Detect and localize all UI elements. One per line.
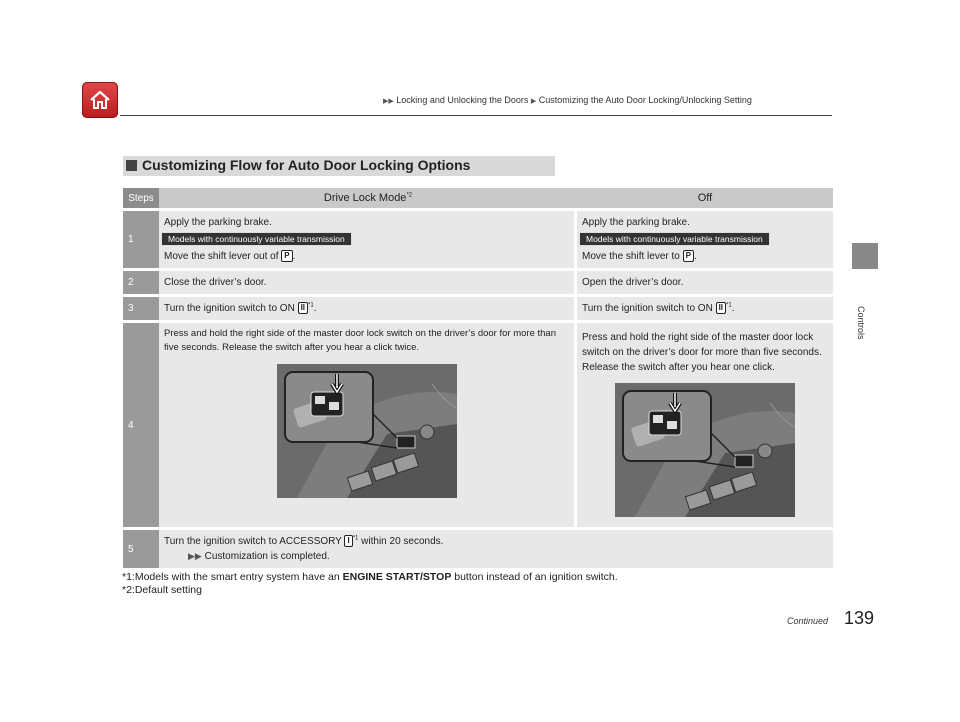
model-badge: Models with continuously variable transmission: [579, 232, 770, 246]
door-lock-switch-illustration: [277, 364, 457, 498]
section-heading: [123, 156, 555, 176]
step-result: ▶▶ Customization is completed.: [188, 551, 330, 562]
step-text: Apply the parking brake.: [582, 217, 690, 228]
park-key-icon: P: [683, 250, 694, 262]
on-position-key-icon: II: [298, 302, 308, 314]
model-badge: Models with continuously variable transmission: [161, 232, 352, 246]
breadcrumb-arrow-icon: ▶▶: [383, 98, 394, 105]
step-text: Press and hold the right side of the master door lock switch on the driver’s door for more than five seconds. Release the switch after you hear a click twice.: [164, 328, 556, 353]
chapter-tab[interactable]: [852, 243, 878, 269]
customizing-flow-table: [123, 185, 833, 571]
step-cell-off: Open the driver’s door.: [577, 271, 833, 294]
result-arrow-icon: ▶▶: [188, 551, 202, 561]
park-key-icon: P: [281, 250, 292, 262]
on-position-key-icon: II: [716, 302, 726, 314]
step-number: 3: [123, 297, 159, 320]
step-text: Turn the ignition switch to ACCESSORY I $^{*1}$ within 20 seconds.: [164, 535, 444, 547]
col-steps-header: Steps: [123, 188, 159, 208]
chapter-label: Controls: [856, 306, 866, 340]
step-cell-merged: [159, 530, 833, 568]
step-number: 1: [123, 211, 159, 268]
breadcrumb-link-locking[interactable]: Locking and Unlocking the Doors: [396, 95, 529, 105]
step-number: 5: [123, 530, 159, 568]
step-text: Apply the parking brake.: [164, 217, 272, 228]
table-row: [123, 211, 833, 268]
breadcrumb-current: Customizing the Auto Door Locking/Unlocking Setting: [538, 95, 752, 105]
step-cell-drive-lock: Close the driver’s door.: [159, 271, 577, 294]
continued-label: Continued: [787, 616, 829, 626]
square-bullet-icon: [126, 160, 137, 171]
breadcrumb: [383, 95, 752, 105]
footnote-2: *2:Default setting: [122, 584, 202, 596]
col-drive-lock-header: Drive Lock Mode$^{*2}$: [159, 188, 577, 208]
table-row: [123, 271, 833, 294]
table-row: [123, 530, 833, 568]
table-row: [123, 323, 833, 527]
table-row: [123, 297, 833, 320]
header-divider: [120, 115, 832, 116]
breadcrumb-arrow-icon: ▶: [530, 98, 537, 105]
page-number: 139: [844, 608, 875, 628]
table-header-row: [123, 188, 833, 208]
step-cell-drive-lock: [159, 323, 577, 527]
step-text: Move the shift lever to P .: [582, 251, 697, 262]
home-button[interactable]: [82, 82, 118, 118]
step-text: Move the shift lever out of P .: [164, 251, 296, 262]
footnotes: [122, 571, 618, 597]
footnote-1: *1:Models with the smart entry system have an ENGINE START/STOP button instead of an ignition switch.: [122, 571, 618, 583]
home-icon: [88, 88, 112, 112]
step-cell-drive-lock: [159, 211, 577, 268]
section-title: Customizing Flow for Auto Door Locking Options: [142, 157, 471, 173]
step-cell-off: Turn the ignition switch to ON II $^{*1}$.: [577, 297, 833, 320]
step-number: 4: [123, 323, 159, 527]
col-off-header: Off: [577, 188, 833, 208]
step-text: Press and hold the right side of the master door lock switch on the driver’s door for more than five seconds. Release the switch after you hear one click.: [582, 332, 822, 373]
step-cell-drive-lock: Turn the ignition switch to ON II $^{*1}$.: [159, 297, 577, 320]
door-lock-switch-illustration: [615, 383, 795, 517]
step-cell-off: [577, 323, 833, 527]
step-number: 2: [123, 271, 159, 294]
step-cell-off: [577, 211, 833, 268]
accessory-key-icon: I: [344, 535, 352, 547]
